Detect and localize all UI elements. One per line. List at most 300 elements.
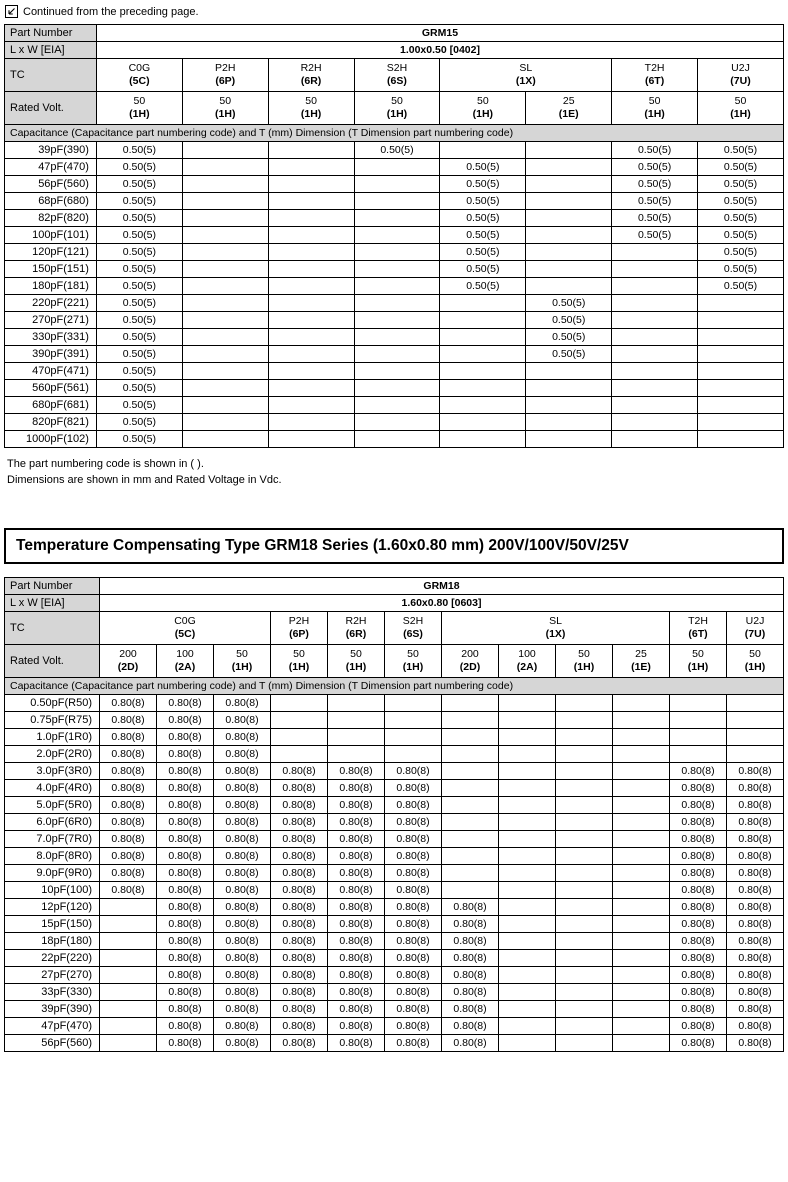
dimension-cell: 0.80(8)	[214, 933, 271, 950]
dimension-cell	[268, 210, 354, 227]
table-row	[5, 746, 784, 763]
dimension-cell	[100, 950, 157, 967]
dimension-cell: 0.80(8)	[100, 865, 157, 882]
dimension-cell: 0.80(8)	[328, 984, 385, 1001]
dimension-cell	[328, 729, 385, 746]
dimension-cell	[499, 729, 556, 746]
dimension-cell	[556, 916, 613, 933]
dimension-cell: 0.80(8)	[385, 967, 442, 984]
table-row	[5, 780, 784, 797]
dimension-cell	[182, 414, 268, 431]
dimension-cell	[526, 210, 612, 227]
rated-volt-5: 50 (1H)	[385, 645, 442, 678]
dimension-cell: 0.80(8)	[157, 865, 214, 882]
dimension-cell	[499, 848, 556, 865]
table-row	[5, 933, 784, 950]
dimension-cell	[100, 1018, 157, 1035]
dimension-cell: 0.80(8)	[157, 729, 214, 746]
dimension-cell: 0.80(8)	[157, 848, 214, 865]
dimension-cell	[727, 695, 784, 712]
table-row	[5, 814, 784, 831]
dimension-cell: 0.80(8)	[670, 814, 727, 831]
dimension-cell	[182, 176, 268, 193]
dimension-cell: 0.80(8)	[442, 899, 499, 916]
dimension-cell	[670, 712, 727, 729]
part-number-row	[5, 25, 784, 42]
lw-value: 1.60x0.80 [0603]	[100, 595, 784, 612]
dimension-cell: 0.50(5)	[440, 176, 526, 193]
rated-volt-3: 50 (1H)	[354, 92, 440, 125]
grm15-table-section	[4, 24, 784, 448]
rated-volt-3: 50 (1H)	[271, 645, 328, 678]
dimension-cell: 0.80(8)	[157, 746, 214, 763]
dimension-cell	[182, 346, 268, 363]
capacitance-label: 120pF(121)	[5, 244, 97, 261]
dimension-cell: 0.50(5)	[96, 193, 182, 210]
rated-volt-6: 50 (1H)	[612, 92, 698, 125]
dimension-cell: 0.50(5)	[96, 414, 182, 431]
capacitance-label: 27pF(270)	[5, 967, 100, 984]
dimension-cell	[440, 380, 526, 397]
capacitance-label: 39pF(390)	[5, 1001, 100, 1018]
dimension-cell	[698, 346, 784, 363]
dimension-cell: 0.80(8)	[271, 831, 328, 848]
dimension-cell: 0.80(8)	[727, 984, 784, 1001]
dimension-cell: 0.80(8)	[271, 1035, 328, 1052]
capacitance-label: 47pF(470)	[5, 1018, 100, 1035]
dimension-cell	[100, 984, 157, 1001]
note-dimensions: Dimensions are shown in mm and Rated Voltage in Vdc.	[7, 474, 282, 486]
dimension-cell: 0.80(8)	[271, 1018, 328, 1035]
table-row	[5, 967, 784, 984]
dimension-cell: 0.80(8)	[442, 1001, 499, 1018]
lw-label: L x W [EIA]	[5, 595, 100, 612]
capacitance-label: 470pF(471)	[5, 363, 97, 380]
dimension-cell: 0.50(5)	[96, 159, 182, 176]
capacitance-label: 1000pF(102)	[5, 431, 97, 448]
dimension-cell	[556, 882, 613, 899]
dimension-cell: 0.80(8)	[328, 916, 385, 933]
dimension-cell	[698, 380, 784, 397]
dimension-cell	[440, 142, 526, 159]
dimension-cell: 0.80(8)	[157, 984, 214, 1001]
dimension-cell: 0.50(5)	[440, 244, 526, 261]
rated-volt-2: 50 (1H)	[214, 645, 271, 678]
dimension-cell	[613, 1001, 670, 1018]
capacitance-header-row	[5, 125, 784, 142]
dimension-cell	[556, 712, 613, 729]
table-row	[5, 295, 784, 312]
capacitance-label: 6.0pF(6R0)	[5, 814, 100, 831]
dimension-cell	[268, 380, 354, 397]
lw-row	[5, 595, 784, 612]
dimension-cell	[100, 916, 157, 933]
rated-volt-7: 100 (2A)	[499, 645, 556, 678]
continued-note	[5, 5, 784, 18]
dimension-cell	[268, 329, 354, 346]
dimension-cell	[499, 950, 556, 967]
dimension-cell: 0.80(8)	[214, 848, 271, 865]
dimension-cell	[442, 763, 499, 780]
capacitance-label: 18pF(180)	[5, 933, 100, 950]
dimension-cell: 0.80(8)	[442, 1035, 499, 1052]
dimension-cell: 0.80(8)	[271, 950, 328, 967]
table-row	[5, 380, 784, 397]
dimension-cell	[556, 746, 613, 763]
note-part-numbering: The part numbering code is shown in ( ).	[7, 458, 204, 470]
dimension-cell: 0.80(8)	[271, 933, 328, 950]
dimension-cell	[526, 159, 612, 176]
dimension-cell: 0.50(5)	[698, 278, 784, 295]
dimension-cell: 0.80(8)	[385, 1001, 442, 1018]
dimension-cell: 0.80(8)	[727, 916, 784, 933]
dimension-cell	[440, 431, 526, 448]
dimension-cell	[698, 363, 784, 380]
part-number-value: GRM15	[96, 25, 783, 42]
dimension-cell: 0.80(8)	[670, 933, 727, 950]
dimension-cell: 0.80(8)	[727, 848, 784, 865]
table-row	[5, 712, 784, 729]
dimension-cell: 0.80(8)	[670, 848, 727, 865]
dimension-cell	[354, 431, 440, 448]
dimension-cell	[526, 176, 612, 193]
table-row	[5, 397, 784, 414]
footnotes	[7, 456, 784, 488]
capacitance-label: 560pF(561)	[5, 380, 97, 397]
capacitance-label: 9.0pF(9R0)	[5, 865, 100, 882]
dimension-cell: 0.80(8)	[214, 950, 271, 967]
dimension-cell	[526, 397, 612, 414]
continued-icon	[5, 5, 18, 18]
tc-group-u2j: U2J (7U)	[727, 612, 784, 645]
dimension-cell: 0.50(5)	[526, 312, 612, 329]
dimension-cell	[385, 695, 442, 712]
tc-label: TC	[5, 612, 100, 645]
dimension-cell	[556, 729, 613, 746]
dimension-cell	[440, 295, 526, 312]
dimension-cell: 0.80(8)	[328, 780, 385, 797]
dimension-cell: 0.80(8)	[670, 899, 727, 916]
dimension-cell: 0.80(8)	[271, 763, 328, 780]
dimension-cell: 0.50(5)	[96, 176, 182, 193]
dimension-cell: 0.80(8)	[670, 916, 727, 933]
dimension-cell	[556, 780, 613, 797]
dimension-cell: 0.80(8)	[670, 984, 727, 1001]
dimension-cell	[612, 312, 698, 329]
dimension-cell	[328, 695, 385, 712]
dimension-cell: 0.80(8)	[442, 916, 499, 933]
capacitance-label: 330pF(331)	[5, 329, 97, 346]
dimension-cell	[613, 729, 670, 746]
tc-row	[5, 612, 784, 645]
dimension-cell	[612, 414, 698, 431]
dimension-cell: 0.80(8)	[214, 797, 271, 814]
dimension-cell: 0.80(8)	[727, 1035, 784, 1052]
dimension-cell	[556, 933, 613, 950]
dimension-cell	[268, 414, 354, 431]
dimension-cell: 0.80(8)	[100, 797, 157, 814]
dimension-cell	[182, 363, 268, 380]
dimension-cell	[328, 746, 385, 763]
dimension-cell: 0.50(5)	[612, 159, 698, 176]
table-row	[5, 142, 784, 159]
dimension-cell: 0.50(5)	[698, 244, 784, 261]
dimension-cell: 0.80(8)	[100, 780, 157, 797]
dimension-cell: 0.50(5)	[612, 227, 698, 244]
dimension-cell	[526, 414, 612, 431]
dimension-cell: 0.80(8)	[385, 933, 442, 950]
section-title: Temperature Compensating Type GRM18 Series (1.60x0.80 mm) 200V/100V/50V/25V	[4, 528, 784, 564]
dimension-cell: 0.80(8)	[157, 882, 214, 899]
dimension-cell	[182, 159, 268, 176]
dimension-cell	[354, 176, 440, 193]
dimension-cell	[499, 882, 556, 899]
dimension-cell: 0.80(8)	[385, 916, 442, 933]
dimension-cell	[499, 865, 556, 882]
tc-group-r2h: R2H (6R)	[268, 59, 354, 92]
dimension-cell	[556, 899, 613, 916]
dimension-cell: 0.80(8)	[328, 831, 385, 848]
dimension-cell: 0.80(8)	[385, 831, 442, 848]
dimension-cell	[440, 329, 526, 346]
dimension-cell	[499, 899, 556, 916]
capacitance-label: 8.0pF(8R0)	[5, 848, 100, 865]
table-row	[5, 329, 784, 346]
dimension-cell	[526, 193, 612, 210]
dimension-cell	[499, 933, 556, 950]
table-row	[5, 227, 784, 244]
dimension-cell	[499, 1035, 556, 1052]
dimension-cell: 0.80(8)	[442, 933, 499, 950]
dimension-cell	[612, 278, 698, 295]
dimension-cell	[698, 397, 784, 414]
capacitance-header-row	[5, 678, 784, 695]
dimension-cell	[670, 695, 727, 712]
dimension-cell	[612, 261, 698, 278]
dimension-cell: 0.80(8)	[271, 916, 328, 933]
dimension-cell: 0.80(8)	[214, 1018, 271, 1035]
dimension-cell: 0.80(8)	[157, 797, 214, 814]
dimension-cell	[100, 899, 157, 916]
capacitance-label: 3.0pF(3R0)	[5, 763, 100, 780]
table-row	[5, 1035, 784, 1052]
dimension-cell: 0.80(8)	[214, 865, 271, 882]
dimension-cell: 0.80(8)	[214, 814, 271, 831]
tc-group-s2h: S2H (6S)	[354, 59, 440, 92]
dimension-cell: 0.80(8)	[157, 814, 214, 831]
dimension-cell: 0.80(8)	[214, 899, 271, 916]
dimension-cell: 0.80(8)	[385, 865, 442, 882]
dimension-cell: 0.50(5)	[526, 329, 612, 346]
dimension-cell	[268, 397, 354, 414]
dimension-cell	[268, 312, 354, 329]
table-row	[5, 363, 784, 380]
dimension-cell: 0.80(8)	[670, 831, 727, 848]
dimension-cell: 0.80(8)	[214, 984, 271, 1001]
lw-row	[5, 42, 784, 59]
dimension-cell: 0.80(8)	[727, 967, 784, 984]
dimension-cell: 0.80(8)	[271, 882, 328, 899]
dimension-cell: 0.80(8)	[214, 780, 271, 797]
dimension-cell: 0.50(5)	[96, 295, 182, 312]
dimension-cell	[182, 244, 268, 261]
rated-volt-8: 50 (1H)	[556, 645, 613, 678]
dimension-cell	[613, 882, 670, 899]
capacitance-label: 4.0pF(4R0)	[5, 780, 100, 797]
capacitance-label: 22pF(220)	[5, 950, 100, 967]
dimension-cell	[499, 1001, 556, 1018]
dimension-cell	[613, 814, 670, 831]
capacitance-label: 12pF(120)	[5, 899, 100, 916]
dimension-cell: 0.80(8)	[727, 882, 784, 899]
dimension-cell: 0.80(8)	[214, 1035, 271, 1052]
dimension-cell: 0.80(8)	[727, 865, 784, 882]
dimension-cell: 0.80(8)	[385, 763, 442, 780]
table-row	[5, 176, 784, 193]
dimension-cell: 0.80(8)	[214, 712, 271, 729]
dimension-cell: 0.80(8)	[328, 967, 385, 984]
dimension-cell	[268, 363, 354, 380]
dimension-cell	[526, 261, 612, 278]
capacitance-label: 7.0pF(7R0)	[5, 831, 100, 848]
dimension-cell	[268, 176, 354, 193]
dimension-cell	[182, 278, 268, 295]
dimension-cell	[613, 899, 670, 916]
dimension-cell: 0.80(8)	[157, 933, 214, 950]
dimension-cell	[613, 1035, 670, 1052]
dimension-cell: 0.80(8)	[100, 882, 157, 899]
dimension-cell: 0.80(8)	[442, 950, 499, 967]
dimension-cell: 0.80(8)	[328, 797, 385, 814]
dimension-cell: 0.80(8)	[385, 1018, 442, 1035]
dimension-cell	[442, 831, 499, 848]
dimension-cell: 0.50(5)	[698, 227, 784, 244]
dimension-cell: 0.80(8)	[442, 984, 499, 1001]
dimension-cell	[613, 950, 670, 967]
rated-volt-4: 50 (1H)	[440, 92, 526, 125]
dimension-cell	[499, 984, 556, 1001]
table-row	[5, 414, 784, 431]
dimension-cell	[556, 1035, 613, 1052]
capacitance-label: 56pF(560)	[5, 176, 97, 193]
tc-group-sl: SL (1X)	[440, 59, 612, 92]
dimension-cell: 0.80(8)	[385, 1035, 442, 1052]
dimension-cell	[182, 227, 268, 244]
dimension-cell: 0.80(8)	[100, 814, 157, 831]
dimension-cell: 0.80(8)	[100, 746, 157, 763]
dimension-cell	[499, 916, 556, 933]
rated-volt-label: Rated Volt.	[5, 645, 100, 678]
dimension-cell: 0.80(8)	[727, 763, 784, 780]
dimension-cell: 0.50(5)	[354, 142, 440, 159]
dimension-cell: 0.80(8)	[271, 797, 328, 814]
dimension-cell: 0.50(5)	[96, 363, 182, 380]
dimension-cell	[182, 312, 268, 329]
dimension-cell: 0.50(5)	[96, 329, 182, 346]
capacitance-header: Capacitance (Capacitance part numbering code) and T (mm) Dimension (T Dimension part numbering code)	[5, 678, 784, 695]
dimension-cell	[612, 380, 698, 397]
dimension-cell: 0.80(8)	[328, 763, 385, 780]
dimension-cell	[354, 210, 440, 227]
dimension-cell	[556, 848, 613, 865]
dimension-cell	[354, 278, 440, 295]
dimension-cell: 0.80(8)	[385, 984, 442, 1001]
dimension-cell	[613, 967, 670, 984]
dimension-cell: 0.50(5)	[612, 193, 698, 210]
dimension-cell	[182, 210, 268, 227]
capacitance-label: 82pF(820)	[5, 210, 97, 227]
dimension-cell	[499, 967, 556, 984]
dimension-cell: 0.80(8)	[157, 1018, 214, 1035]
dimension-cell	[268, 295, 354, 312]
dimension-cell	[354, 295, 440, 312]
dimension-cell	[385, 746, 442, 763]
dimension-cell	[613, 865, 670, 882]
capacitance-label: 270pF(271)	[5, 312, 97, 329]
continued-text: Continued from the preceding page.	[23, 5, 199, 18]
dimension-cell: 0.80(8)	[214, 763, 271, 780]
dimension-cell	[440, 346, 526, 363]
table-row	[5, 159, 784, 176]
dimension-cell: 0.80(8)	[157, 1035, 214, 1052]
dimension-cell: 0.80(8)	[670, 967, 727, 984]
dimension-cell	[526, 278, 612, 295]
rated-volt-row	[5, 92, 784, 125]
dimension-cell	[440, 312, 526, 329]
tc-group-r2h: R2H (6R)	[328, 612, 385, 645]
rated-volt-11: 50 (1H)	[727, 645, 784, 678]
dimension-cell	[268, 244, 354, 261]
table-row	[5, 1018, 784, 1035]
dimension-cell	[499, 695, 556, 712]
dimension-cell: 0.80(8)	[157, 899, 214, 916]
dimension-cell	[442, 797, 499, 814]
dimension-cell: 0.50(5)	[440, 210, 526, 227]
dimension-cell: 0.80(8)	[157, 967, 214, 984]
dimension-cell: 0.80(8)	[670, 950, 727, 967]
rated-volt-7: 50 (1H)	[698, 92, 784, 125]
dimension-cell: 0.80(8)	[670, 882, 727, 899]
dimension-cell: 0.80(8)	[328, 882, 385, 899]
dimension-cell: 0.80(8)	[214, 695, 271, 712]
capacitance-label: 5.0pF(5R0)	[5, 797, 100, 814]
dimension-cell	[526, 380, 612, 397]
table-row	[5, 695, 784, 712]
dimension-cell	[612, 244, 698, 261]
dimension-cell: 0.50(5)	[440, 278, 526, 295]
dimension-cell	[613, 831, 670, 848]
dimension-cell	[268, 346, 354, 363]
dimension-cell: 0.50(5)	[440, 261, 526, 278]
capacitance-label: 100pF(101)	[5, 227, 97, 244]
tc-group-t2h: T2H (6T)	[612, 59, 698, 92]
dimension-cell: 0.80(8)	[214, 746, 271, 763]
dimension-cell: 0.80(8)	[727, 780, 784, 797]
dimension-cell	[440, 414, 526, 431]
capacitance-label: 15pF(150)	[5, 916, 100, 933]
dimension-cell	[442, 814, 499, 831]
dimension-cell	[612, 431, 698, 448]
dimension-cell: 0.80(8)	[157, 695, 214, 712]
dimension-cell	[440, 363, 526, 380]
dimension-cell	[268, 142, 354, 159]
part-number-value: GRM18	[100, 578, 784, 595]
table-row	[5, 210, 784, 227]
tc-label: TC	[5, 59, 97, 92]
dimension-cell	[354, 397, 440, 414]
dimension-cell: 0.80(8)	[328, 950, 385, 967]
dimension-cell: 0.80(8)	[100, 831, 157, 848]
